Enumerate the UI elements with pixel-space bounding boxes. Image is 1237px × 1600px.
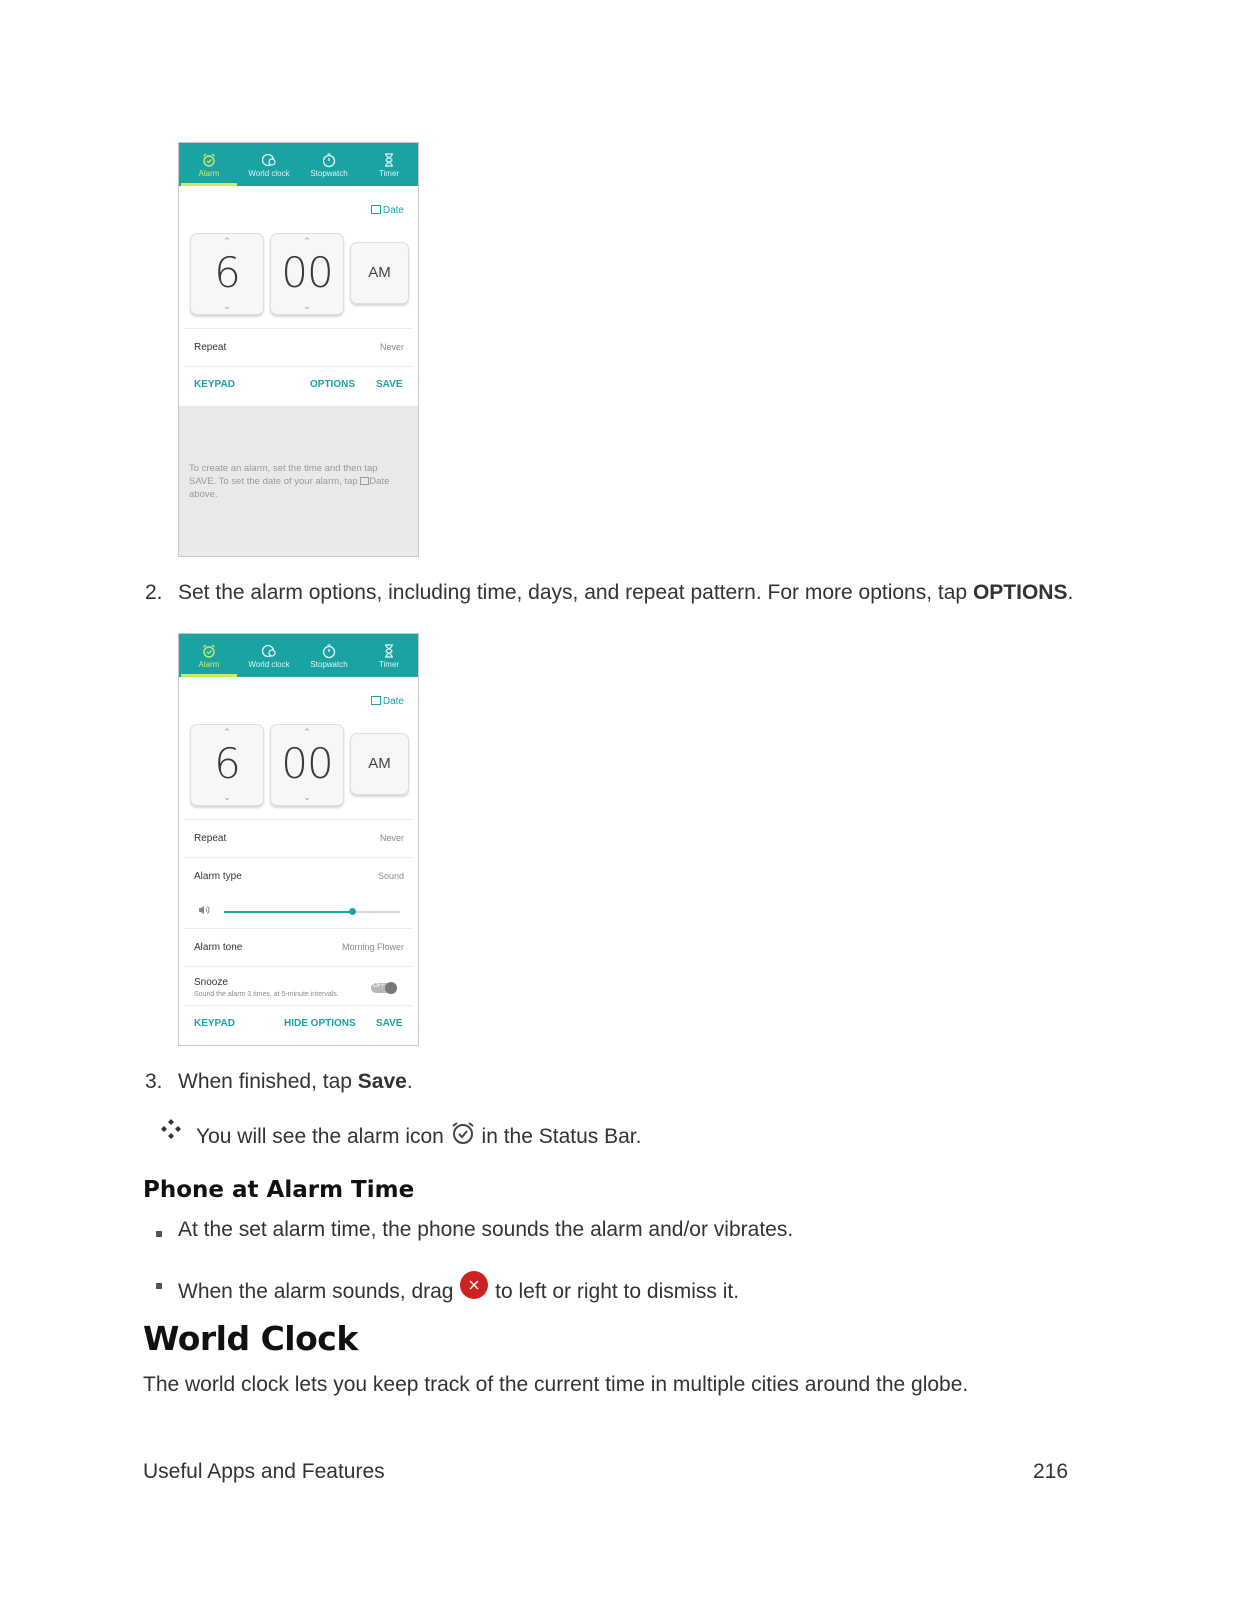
repeat-row[interactable] [184,328,413,366]
action-bar [184,1005,413,1046]
dismiss-alarm-icon [459,1270,489,1300]
tab-alarm-label: Alarm [198,169,220,178]
volume-slider-knob[interactable] [349,908,356,915]
keypad-button[interactable]: KEYPAD [194,379,235,390]
alarm-tone-row[interactable] [184,928,413,966]
globe-clock-icon [261,152,277,168]
chevron-down-icon[interactable]: ⌄ [223,792,231,802]
tab-timer-label: Timer [378,169,400,178]
date-label: Date [382,696,404,707]
step-2-text [178,581,1073,605]
help-text [189,462,409,501]
tab-world-clock[interactable] [239,143,299,186]
alarm-type-label: Alarm type [194,871,242,882]
note-text [196,1120,641,1149]
chevron-down-icon[interactable]: ⌄ [303,301,311,311]
alarm-status-icon [450,1120,476,1146]
step-2-body: Set the alarm options, including time, days, and repeat pattern. For more options, tap [178,581,973,604]
tab-alarm-label: Alarm [198,660,220,669]
bullet-2-post: to left or right to dismiss it. [495,1280,740,1303]
volume-row [184,895,413,927]
globe-clock-icon [261,643,277,659]
repeat-row[interactable] [184,819,413,857]
help-line-1: To create an alarm, set the time and then tap [189,463,378,474]
chevron-up-icon[interactable]: ⌃ [223,727,231,737]
minute-value: 00 [281,248,333,297]
heading-world-clock: World Clock [143,1319,358,1358]
alarm-type-row[interactable] [184,857,413,895]
help-line-2a: SAVE. To set the date of your alarm, tap [189,476,358,487]
alarm-screenshot-2 [178,633,419,1046]
tab-stopwatch[interactable] [299,143,359,186]
minute-value: 00 [281,739,333,788]
diamond-bullet-icon [160,1118,182,1140]
clock-tab-bar [179,634,418,677]
note-post: in the Status Bar. [481,1125,642,1148]
tab-stopwatch-label: Stopwatch [310,660,348,669]
calendar-icon [371,696,381,705]
snooze-row[interactable] [184,966,413,1005]
hour-spinner[interactable] [190,233,264,315]
step-2-options: OPTIONS [972,581,1068,604]
volume-icon [198,905,210,915]
bullet-1: At the set alarm time, the phone sounds the alarm and/or vibrates. [178,1218,794,1241]
tab-stopwatch-label: Stopwatch [310,169,348,178]
clock-tab-bar [179,143,418,186]
step-3-text [178,1070,413,1094]
save-button[interactable]: SAVE [376,379,403,390]
tab-world-clock[interactable] [239,634,299,677]
volume-slider[interactable] [224,911,400,913]
note-pre: You will see the alarm icon [196,1125,444,1148]
alarm-tone-label: Alarm tone [194,942,243,953]
chevron-down-icon[interactable]: ⌄ [303,792,311,802]
step-3-body: When finished, tap [178,1070,358,1093]
minute-spinner[interactable] [270,233,344,315]
help-line-2b: Date [369,476,390,487]
calendar-icon [371,205,381,214]
stopwatch-icon [321,643,337,659]
bullet-2-pre: When the alarm sounds, drag [178,1280,454,1303]
date-label: Date [382,205,404,216]
ampm-toggle[interactable]: AM [350,733,409,795]
snooze-toggle-knob [385,982,397,994]
snooze-label: Snooze [194,977,228,988]
footer-page-number: 216 [1033,1460,1069,1483]
snooze-toggle-state: OFF [373,983,385,989]
step-3-end: . [406,1070,413,1093]
step-3-save: Save [357,1070,407,1093]
volume-slider-fill [224,911,352,913]
alarm-clock-icon [201,152,217,168]
alarm-tone-value: Morning Flower [341,942,404,952]
ampm-toggle[interactable]: AM [350,242,409,304]
date-button[interactable] [371,205,404,216]
save-button[interactable]: SAVE [376,1018,403,1029]
minute-spinner[interactable] [270,724,344,806]
calendar-icon [360,477,369,485]
tab-stopwatch[interactable] [299,634,359,677]
date-button[interactable] [371,696,404,707]
help-line-2 [189,475,409,488]
bullet-2 [178,1270,739,1304]
tab-alarm[interactable] [179,634,239,677]
tab-timer[interactable] [359,143,419,186]
square-bullet-icon [156,1283,162,1289]
action-bar [184,366,413,403]
alarm-clock-icon [201,643,217,659]
chevron-up-icon[interactable]: ⌃ [223,236,231,246]
chevron-up-icon[interactable]: ⌃ [303,727,311,737]
heading-phone-at-alarm-time: Phone at Alarm Time [143,1177,415,1203]
stopwatch-icon [321,152,337,168]
step-2-end: . [1067,581,1074,604]
step-3-number: 3. [145,1070,163,1093]
tab-alarm[interactable] [179,143,239,186]
options-button[interactable]: OPTIONS [310,379,356,390]
hour-spinner[interactable] [190,724,264,806]
hour-value: 6 [214,739,240,788]
repeat-value: Never [379,833,404,843]
repeat-label: Repeat [194,833,227,844]
hour-value: 6 [214,248,240,297]
snooze-description: Sound the alarm 3 times, at 5-minute intervals. [194,991,339,998]
snooze-toggle[interactable] [371,983,397,993]
tab-world-clock-label: World clock [248,660,290,669]
footer-section-title: Useful Apps and Features [143,1460,385,1483]
world-clock-description: The world clock lets you keep track of the current time in multiple cities around the globe. [143,1373,969,1396]
alarm-type-value: Sound [377,871,404,881]
hourglass-icon [381,152,397,168]
chevron-up-icon[interactable]: ⌃ [303,236,311,246]
repeat-value: Never [379,342,404,352]
keypad-button[interactable]: KEYPAD [194,1018,235,1029]
tab-timer-label: Timer [378,660,400,669]
hide-options-button[interactable]: HIDE OPTIONS [284,1018,356,1029]
chevron-down-icon[interactable]: ⌄ [223,301,231,311]
alarm-editor [179,186,418,406]
tab-timer[interactable] [359,634,419,677]
step-2-number: 2. [145,581,163,604]
help-line-3: above. [189,489,218,500]
square-bullet-icon [156,1231,162,1237]
hourglass-icon [381,643,397,659]
repeat-label: Repeat [194,342,227,353]
alarm-editor-expanded [179,677,418,1045]
tab-world-clock-label: World clock [248,169,290,178]
alarm-screenshot-1 [178,142,419,557]
